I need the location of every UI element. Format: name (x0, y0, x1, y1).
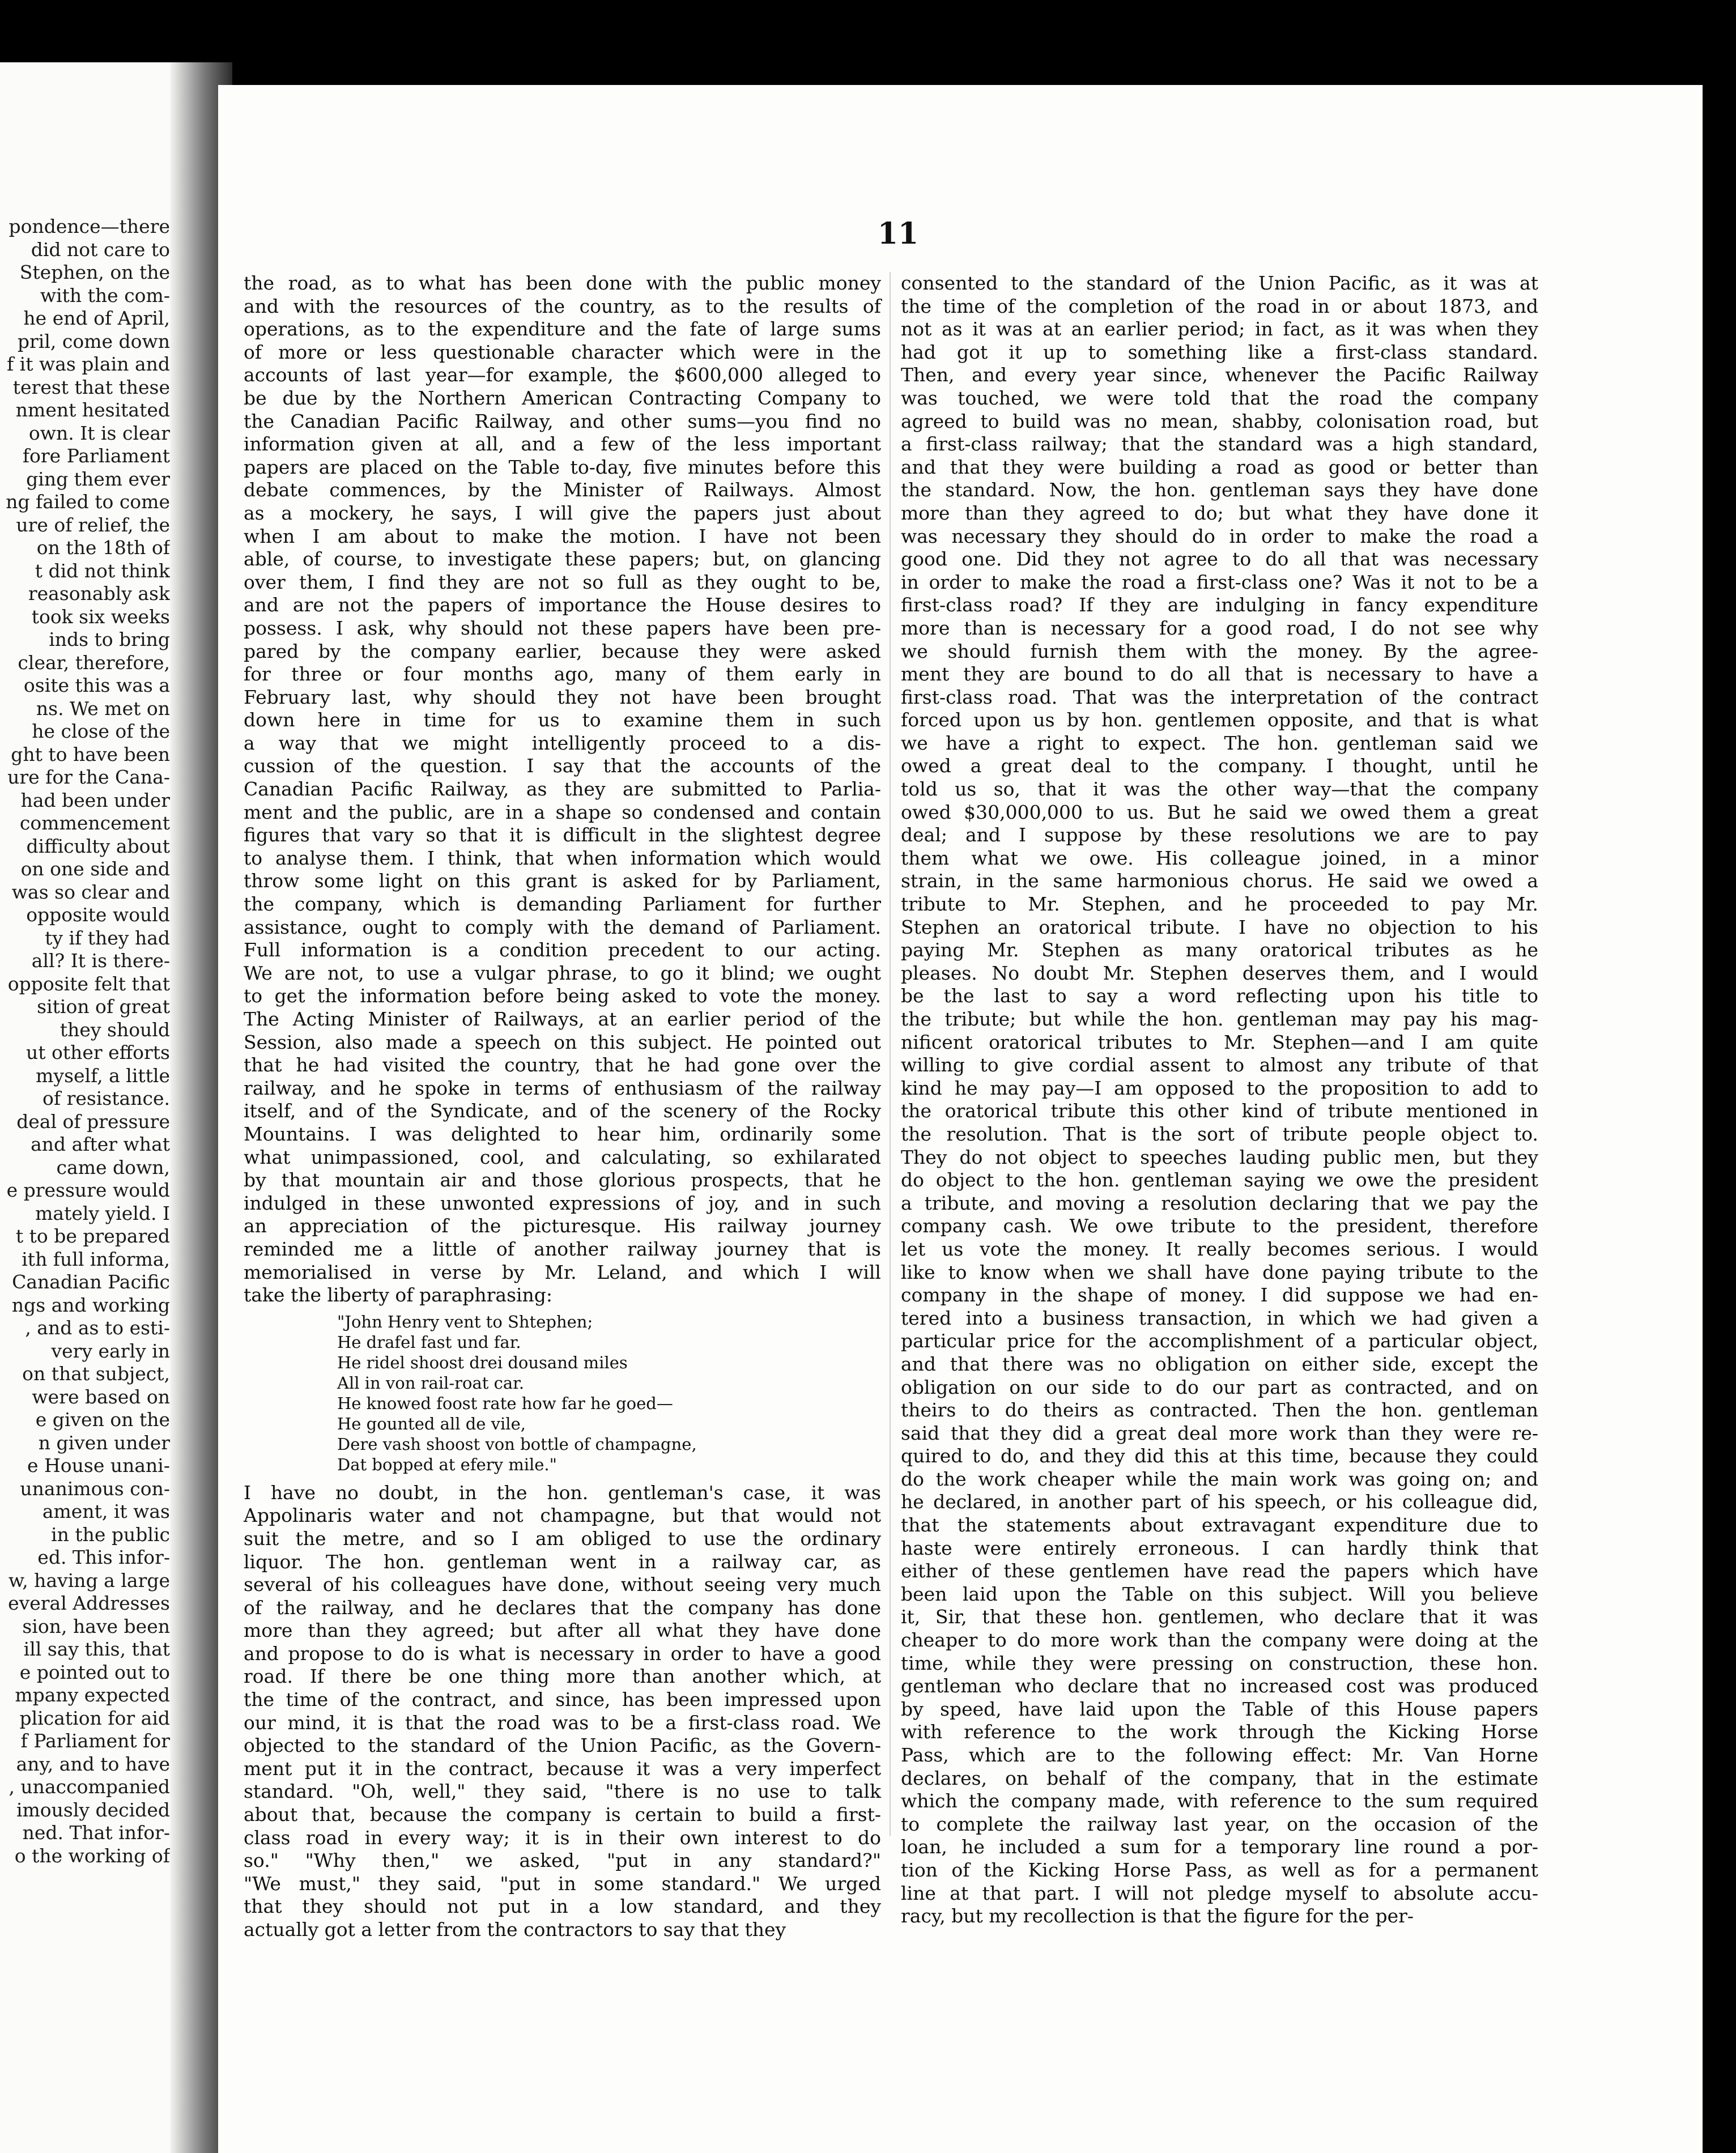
facing-page-line: w, having a large (8, 1569, 170, 1592)
text-line: line at that part. I will not pledge myself to absolute accu- (901, 1882, 1538, 1904)
text-line: in order to make the road a first-class one? Was it not to be a (901, 571, 1538, 593)
facing-page-line: ure of relief, the (16, 513, 170, 536)
text-line: declares, on behalf of the company, that in the estimate (901, 1767, 1538, 1789)
facing-page-line: of resistance. (42, 1087, 170, 1109)
text-line: haste were entirely erroneous. I can hardly think that (901, 1537, 1538, 1559)
facing-page-line: ure for the Cana- (7, 766, 170, 788)
facing-page-line: ned. That infor- (22, 1822, 170, 1844)
text-line: he declared, in another part of his speech, or his colleague did, (901, 1491, 1538, 1513)
text-line: owed $30,000,000 to us. But he said we owed them a great (901, 801, 1538, 823)
text-line: first-class road. That was the interpretation of the contract (901, 686, 1538, 708)
text-line: loan, he included a sum for a temporary line round a por- (901, 1836, 1538, 1858)
text-line: the tribute; but while the hon. gentleman may pay his mag- (901, 1008, 1538, 1030)
facing-page-line: terest that these (12, 376, 170, 398)
text-line: them what we owe. His colleague joined, in a minor (901, 846, 1538, 869)
facing-page-line: difficulty about (26, 835, 170, 857)
facing-page-line: ut other efforts (26, 1041, 170, 1063)
text-line: willing to give cordial assent to almost any tribute of that (901, 1054, 1538, 1076)
text-line: that the statements about extravagant expenditure due to (901, 1514, 1538, 1537)
facing-page-line: ngs and working (11, 1293, 170, 1316)
text-line: tion of the Kicking Horse Pass, as well as for a permanent (901, 1858, 1538, 1881)
text-line: and with the resources of the country, as to the results of (244, 295, 881, 317)
facing-page-line: osite this was a (23, 674, 170, 696)
text-line: debate commences, by the Minister of Railways. Almost (244, 479, 881, 501)
facing-page-line: e House unani- (27, 1454, 170, 1477)
text-line: been laid upon the Table on this subject. Will you believe (901, 1582, 1538, 1605)
text-line: we have a right to expect. The hon. gentleman said we (901, 731, 1538, 754)
text-line: tered into a business transaction, in which we had given a (901, 1307, 1538, 1329)
verse-line: He gounted all de vile, (337, 1414, 526, 1433)
text-line: Then, and every year since, whenever the Pacific Railway (901, 364, 1538, 386)
verse-line: Dat bopped at efery mile." (337, 1454, 557, 1474)
text-line: do object to the hon. gentleman saying we owe the president (901, 1169, 1538, 1192)
text-line: the company, which is demanding Parliament for further (244, 893, 881, 916)
text-line: like to know when we shall have done paying tribute to the (901, 1261, 1538, 1283)
text-line: told us so, that it was the other way—that the company (901, 778, 1538, 801)
facing-page-line: pondence—there (8, 215, 170, 237)
text-line: railway, and he spoke in terms of enthusiasm of the railway (244, 1076, 881, 1099)
text-line: tribute to Mr. Stephen, and he proceeded to pay Mr. (901, 893, 1538, 916)
text-line: racy, but my recollection is that the figure for the per- (901, 1905, 1414, 1928)
text-line: so." "Why then," we asked, "put in any standard?" (244, 1849, 881, 1872)
text-line: I have no doubt, in the hon. gentleman's case, it was (244, 1481, 881, 1504)
text-line: Session, also made a speech on this subject. He pointed out (244, 1031, 881, 1053)
text-line: liquor. The hon. gentleman went in a railway car, as (244, 1550, 881, 1573)
facing-page-line: mately yield. I (35, 1202, 170, 1224)
text-line: assistance, ought to comply with the demand of Parliament. (244, 916, 881, 938)
facing-page-line: f Parliament for (20, 1730, 170, 1752)
text-line: the resolution. That is the sort of tribute people object to. (901, 1122, 1538, 1145)
facing-page-line: did not care to (31, 238, 170, 261)
text-line: the time of the contract, and since, has been impressed upon (244, 1688, 881, 1711)
facing-page-line: ty if they had (45, 926, 170, 949)
text-line: a first-class railway; that the standard was a high standard, (901, 433, 1538, 456)
facing-page-line: very early in (51, 1339, 170, 1362)
text-line: more than they agreed to do; but what they have done it (901, 501, 1538, 524)
facing-page-line: t to be prepared (15, 1225, 170, 1247)
text-line: indulged in these unwonted expressions of joy, and in such (244, 1192, 881, 1214)
facing-page-line: e pressure would (6, 1179, 170, 1201)
text-line: theirs to do theirs as contracted. Then the hon. gentleman (901, 1399, 1538, 1422)
facing-page-line: commencement (19, 812, 170, 834)
facing-page-line: mpany expected (15, 1684, 170, 1706)
facing-page-line: came down, (56, 1156, 170, 1178)
text-line: kind he may pay—I am opposed to the proposition to add to (901, 1076, 1538, 1099)
text-line: down here in time for us to examine them in such (244, 709, 881, 731)
text-line: the Canadian Pacific Railway, and other sums—you find no (244, 410, 881, 432)
facing-page-line: on that subject, (22, 1363, 170, 1385)
facing-page-line: on the 18th of (36, 537, 170, 559)
verse-line: He drafel fast und far. (337, 1332, 521, 1352)
text-line: take the liberty of paraphrasing: (244, 1284, 553, 1307)
text-line: the time of the completion of the road in or about 1873, and (901, 295, 1538, 317)
verse-line: Dere vash shoost von bottle of champagne, (337, 1434, 697, 1454)
text-line: forced upon us by hon. gentlemen opposite, and that is what (901, 709, 1538, 731)
page-number: 11 (877, 216, 919, 251)
verse-quotation (244, 1312, 881, 1475)
document-page (218, 85, 1703, 2153)
verse-line: "John Henry vent to Shtephen; (337, 1312, 593, 1331)
facing-page-line: he end of April, (23, 307, 170, 329)
paragraph-a (244, 272, 881, 1307)
text-line: gentleman who declare that no increased cost was produced (901, 1675, 1538, 1697)
text-line: had got it up to something like a first-class standard. (901, 341, 1538, 363)
text-line: Canadian Pacific Railway, as they are submitted to Parlia- (244, 778, 881, 801)
text-line: for three or four months ago, many of them early in (244, 663, 881, 686)
text-line: Appolinaris water and not champagne, but that would not (244, 1504, 881, 1527)
text-line: February last, why should they not have been brought (244, 686, 881, 708)
text-line: about that, because the company is certain to build a first- (244, 1803, 881, 1826)
facing-page-line: Canadian Pacific (12, 1271, 170, 1293)
facing-page-line: fore Parliament (22, 445, 170, 467)
facing-page-line: o the working of (14, 1844, 170, 1867)
text-line: a tribute, and moving a resolution declaring that we pay the (901, 1192, 1538, 1214)
text-line: a way that we might intelligently proceed to a dis- (244, 731, 881, 754)
text-line: and that there was no obligation on either side, except the (901, 1352, 1538, 1375)
text-line: to complete the railway last year, on the occasion of the (901, 1812, 1538, 1835)
text-line: We are not, to use a vulgar phrase, to go it blind; we ought (244, 961, 881, 984)
text-line: over them, I find they are not so full as they ought to be, (244, 571, 881, 593)
text-line: be due by the Northern American Contracting Company to (244, 386, 881, 409)
text-line: Pass, which are to the following effect: Mr. Van Horne (901, 1744, 1538, 1766)
text-line: either of these gentlemen have read the papers which have (901, 1560, 1538, 1582)
verse-line: He ridel shoost drei dousand miles (337, 1352, 628, 1372)
facing-page-line: ament, it was (42, 1500, 170, 1522)
text-line: nificent oratorical tributes to Mr. Stephen—and I am quite (901, 1031, 1538, 1053)
text-line: good one. Did they not agree to do all that was necessary (901, 548, 1538, 571)
facing-page-line: any, and to have (16, 1752, 170, 1775)
text-line: by speed, have laid upon the Table of this House papers (901, 1697, 1538, 1720)
text-line: the oratorical tribute this other kind of tribute mentioned in (901, 1100, 1538, 1122)
text-line: by that mountain air and those glorious prospects, that he (244, 1169, 881, 1192)
text-line: throw some light on this grant is asked for by Parliament, (244, 870, 881, 892)
facing-page-line: he close of the (32, 720, 170, 742)
text-line: first-class road? If they are indulging in fancy expenditure (901, 594, 1538, 616)
text-line: pleases. No doubt Mr. Stephen deserves them, and I would (901, 961, 1538, 984)
text-line: of more or less questionable character which were in the (244, 341, 881, 363)
facing-page-line: sion, have been (22, 1615, 170, 1637)
text-line: Full information is a condition precedent to our acting. (244, 939, 881, 961)
facing-page-line: ging them ever (26, 467, 170, 490)
facing-page-line: opposite felt that (7, 972, 170, 995)
text-line: accounts of last year—for example, the $600,000 alleged to (244, 364, 881, 386)
facing-page-line: deal of pressure (16, 1110, 170, 1133)
text-line: and that they were building a road as good or better than (901, 456, 1538, 478)
text-line: to get the information before being asked to vote the money. (244, 985, 881, 1007)
text-line: let us vote the money. It really becomes serious. I would (901, 1237, 1538, 1260)
text-line: road. If there be one thing more than another which, at (244, 1665, 881, 1688)
text-line: it, Sir, that these hon. gentlemen, who declare that it was (901, 1606, 1538, 1628)
text-line: They do not object to speeches lauding public men, but they (901, 1146, 1538, 1168)
facing-page-line: plication for aid (19, 1707, 170, 1729)
text-line: consented to the standard of the Union Pacific, as it was at (901, 272, 1538, 294)
text-line: several of his colleagues have done, without seeing very much (244, 1573, 881, 1596)
facing-page-line: clear, therefore, (18, 651, 170, 674)
facing-page-line: everal Addresses (8, 1592, 170, 1614)
text-line: itself, and of the Syndicate, and of the scenery of the Rocky (244, 1100, 881, 1122)
text-line: obligation on our side to do our part as contracted, and on (901, 1376, 1538, 1398)
text-line: papers are placed on the Table to-day, five minutes before this (244, 456, 881, 478)
text-line: company cash. We owe tribute to the president, therefore (901, 1215, 1538, 1237)
facing-page-line: with the com- (40, 284, 170, 307)
text-line: what unimpassioned, cool, and calculating, so exhilarated (244, 1146, 881, 1168)
text-line: to analyse them. I think, that when information which would (244, 846, 881, 869)
facing-page-text (0, 215, 170, 1867)
text-column-left (244, 272, 881, 1942)
text-line: was necessary they should do in order to make the road a (901, 525, 1538, 547)
text-line: particular price for the accomplishment of a particular object, (901, 1330, 1538, 1352)
text-line: cussion of the question. I say that the accounts of the (244, 755, 881, 777)
facing-page-line: ng failed to come (6, 491, 170, 513)
text-line: actually got a letter from the contractors to say that they (244, 1918, 786, 1941)
facing-page-line: , and as to esti- (25, 1317, 170, 1339)
facing-page-line: , unaccompanied (8, 1776, 170, 1798)
text-line: not as it was at an earlier period; in fact, as it was when they (901, 318, 1538, 341)
facing-page-line: e given on the (35, 1409, 170, 1431)
column-divider (890, 272, 891, 1836)
facing-page-line: ill say this, that (23, 1638, 170, 1660)
text-line: be the last to say a word reflecting upon his title to (901, 985, 1538, 1007)
text-line: said that they did a great deal more work than they were re- (901, 1422, 1538, 1444)
text-line: Stephen an oratorical tribute. I have no objection to his (901, 916, 1538, 938)
facing-page-line: nment hesitated (15, 399, 170, 421)
facing-page-line: myself, a little (36, 1064, 170, 1087)
text-line: Mountains. I was delighted to hear him, ordinarily some (244, 1122, 881, 1145)
text-line: strain, in the same harmonious chorus. He said we owed a (901, 870, 1538, 892)
text-line: with reference to the work through the Kicking Horse (901, 1721, 1538, 1743)
verse-line: All in von rail-roat car. (337, 1373, 525, 1393)
text-line: information given at all, and a few of the less important (244, 433, 881, 456)
text-line: when I am about to make the motion. I have not been (244, 525, 881, 547)
text-line: agreed to build was no mean, shabby, colonisation road, but (901, 410, 1538, 432)
text-line: memorialised in verse by Mr. Leland, and which I will (244, 1261, 881, 1283)
text-line: able, of course, to investigate these papers; but, on glancing (244, 548, 881, 571)
text-line: class road in every way; it is in their own interest to do (244, 1826, 881, 1849)
text-line: more than is necessary for a good road, I do not see why (901, 616, 1538, 639)
facing-page-line: had been under (20, 789, 170, 811)
text-line: operations, as to the expenditure and the fate of large sums (244, 318, 881, 341)
text-line: our mind, it is that the road was to be a first-class road. We (244, 1711, 881, 1734)
text-line: of the railway, and he declares that the company has done (244, 1596, 881, 1619)
facing-page-line: reasonably ask (28, 582, 170, 605)
facing-page-line: ght to have been (11, 743, 170, 765)
text-line: the standard. Now, the hon. gentleman says they have done (901, 479, 1538, 501)
text-line: owed a great deal to the company. I thought, until he (901, 755, 1538, 777)
text-line: which the company made, with reference to the sum required (901, 1790, 1538, 1812)
text-line: ment put it in the contract, because it was a very imperfect (244, 1757, 881, 1780)
text-line: standard. "Oh, well," they said, "there is no use to talk (244, 1780, 881, 1803)
text-line: that he had visited the country, that he had gone over the (244, 1054, 881, 1076)
facing-page-line: pril, come down (17, 330, 170, 352)
text-line: figures that vary so that it is difficult in the slightest degree (244, 824, 881, 846)
facing-page-line: f it was plain and (6, 353, 170, 375)
facing-page-line: ns. We met on (36, 697, 170, 720)
facing-page-line: ith full informa, (22, 1248, 170, 1270)
text-line: an appreciation of the picturesque. His railway journey (244, 1215, 881, 1237)
facing-page-line: Stephen, on the (19, 261, 170, 283)
verse-line: He knowed foost rate how far he goed— (337, 1393, 673, 1413)
text-line: ment and the public, are in a shape so condensed and contain (244, 801, 881, 823)
facing-page-line: ed. This infor- (37, 1546, 170, 1568)
facing-page-line: sition of great (37, 995, 170, 1018)
paragraph-b (244, 1482, 881, 1942)
facing-page-line: t did not think (35, 559, 170, 582)
facing-page-line: unanimous con- (20, 1477, 170, 1500)
facing-page-line: n given under (38, 1431, 170, 1454)
facing-page-line: took six weeks (31, 605, 170, 628)
text-line: pared by the company earlier, because they were asked (244, 640, 881, 662)
text-line: "We must," they said, "put in some standard." We urged (244, 1872, 881, 1895)
facing-page-line: inds to bring (49, 628, 170, 650)
facing-page-line: opposite would (26, 904, 170, 926)
text-line: company in the shape of money. I did suppose we had en- (901, 1284, 1538, 1307)
facing-page-line: was so clear and (11, 880, 170, 903)
text-line: reminded me a little of another railway journey that is (244, 1237, 881, 1260)
text-line: ment they are bound to do all that is necessary to have a (901, 663, 1538, 686)
facing-page-line: imously decided (16, 1798, 170, 1821)
text-line: more than they agreed; but after all what they have done (244, 1619, 881, 1642)
text-line: possess. I ask, why should not these papers have been pre- (244, 616, 881, 639)
text-line: we should furnish them with the money. By the agree- (901, 640, 1538, 662)
facing-page-line: they should (59, 1018, 170, 1041)
text-line: paying Mr. Stephen as many oratorical tributes as he (901, 939, 1538, 961)
text-line: suit the metre, and so I am obliged to use the ordinary (244, 1527, 881, 1550)
text-line: time, while they were pressing on construction, these hon. (901, 1652, 1538, 1674)
facing-page-line: own. It is clear (28, 422, 170, 444)
facing-page-line: were based on (32, 1385, 170, 1408)
text-line: The Acting Minister of Railways, at an earlier period of the (244, 1008, 881, 1030)
text-line: was touched, we were told that the road the company (901, 386, 1538, 409)
text-line: objected to the standard of the Union Pacific, as the Govern- (244, 1734, 881, 1757)
facing-page-line: in the public (51, 1523, 170, 1546)
text-line: do the work cheaper while the main work was going on; and (901, 1467, 1538, 1490)
facing-page-line: on one side and (20, 858, 170, 880)
text-line: quired to do, and they did this at this time, because they could (901, 1445, 1538, 1467)
text-line: and propose to do is what is necessary in order to have a good (244, 1642, 881, 1665)
text-line: cheaper to do more work than the company were doing at the (901, 1629, 1538, 1652)
facing-page-line: all? It is there- (31, 950, 170, 972)
text-line: that they should not put in a low standard, and they (244, 1895, 881, 1918)
facing-page-line: e pointed out to (19, 1661, 170, 1683)
text-column-right (901, 272, 1538, 1928)
text-line: the road, as to what has been done with the public money (244, 272, 881, 294)
text-line: as a mockery, he says, I will give the papers just about (244, 501, 881, 524)
text-line: and are not the papers of importance the House desires to (244, 594, 881, 616)
facing-page-line: and after what (31, 1133, 170, 1155)
text-line: deal; and I suppose by these resolutions we are to pay (901, 824, 1538, 846)
